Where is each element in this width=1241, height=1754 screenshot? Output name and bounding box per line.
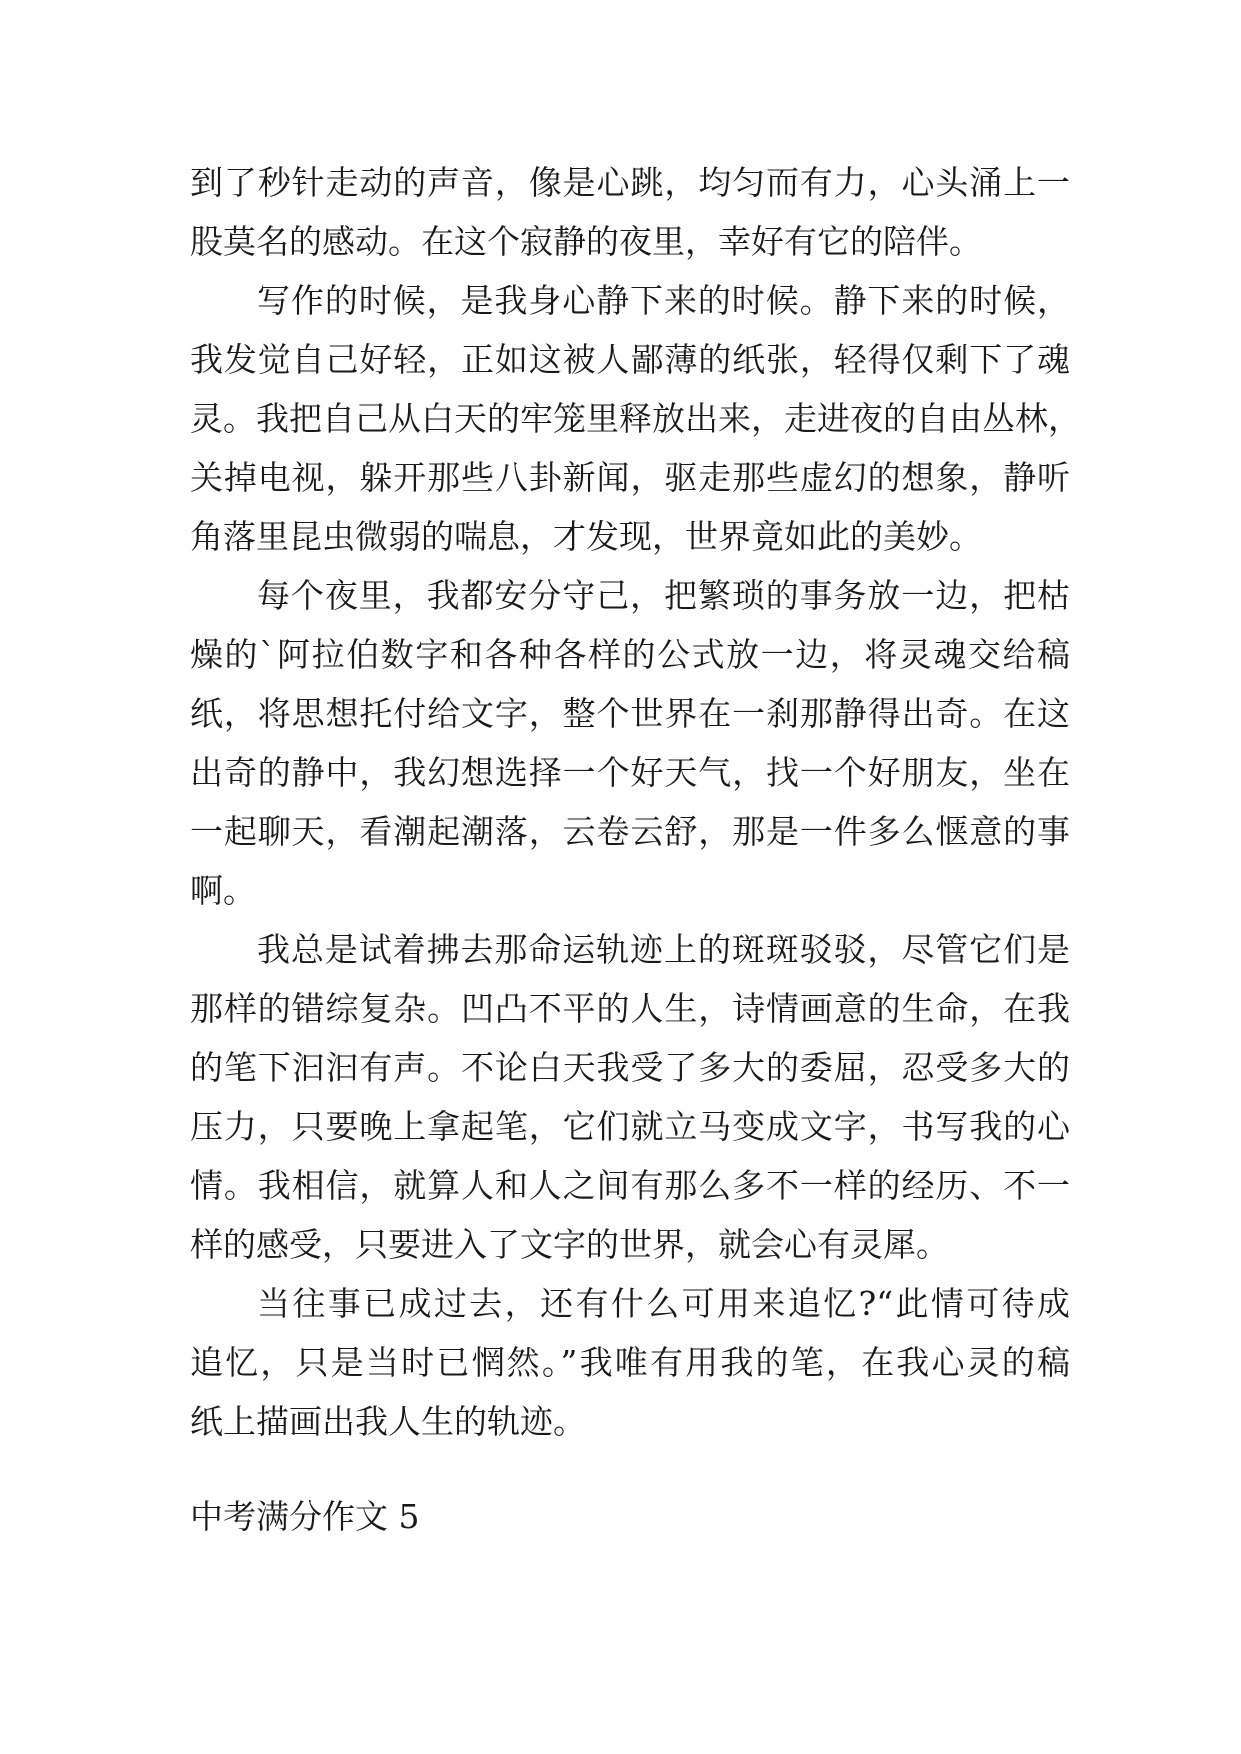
paragraph-5 <box>190 1274 1070 1451</box>
text-line: 我发觉自己好轻，正如这被人鄙薄的纸张，轻得仅剩下了魂 <box>190 340 1070 379</box>
text-line: 燥的`阿拉伯数字和各种各样的公式放一边，将灵魂交给稿 <box>190 635 1070 674</box>
text-line: 角落里昆虫微弱的喘息，才发现，世界竟如此的美妙。 <box>190 517 982 556</box>
text-line: 的笔下汩汩有声。不论白天我受了多大的委屈，忍受多大的 <box>190 1048 1070 1087</box>
text-line: 纸，将思想托付给文字，整个世界在一刹那静得出奇。在这 <box>190 694 1070 733</box>
paragraph-2 <box>190 271 1081 566</box>
text-line: 一起聊天，看潮起潮落，云卷云舒，那是一件多么惬意的事 <box>190 812 1070 851</box>
text-line: 当往事已成过去，还有什么可用来追忆?“此情可待成 <box>257 1284 1070 1323</box>
text-line: 追忆，只是当时已惘然。”我唯有用我的笔，在我心灵的稿 <box>190 1343 1070 1382</box>
text-line: 每个夜里，我都安分守己，把繁琐的事务放一边，把枯 <box>257 576 1070 615</box>
text-line: 灵。我把自己从白天的牢笼里释放出来，走进夜的自由丛林， <box>190 399 1081 438</box>
text-line: 出奇的静中，我幻想选择一个好天气，找一个好朋友，坐在 <box>190 753 1070 792</box>
paragraph-3 <box>190 566 1070 920</box>
paragraph-1 <box>190 153 1070 271</box>
text-line: 到了秒针走动的声音，像是心跳，均匀而有力，心头涌上一 <box>190 163 1070 202</box>
text-line: 压力，只要晚上拿起笔，它们就立马变成文字，书写我的心 <box>190 1107 1070 1146</box>
text-line: 样的感受，只要进入了文字的世界，就会心有灵犀。 <box>190 1225 949 1264</box>
text-line: 情。我相信，就算人和人之间有那么多不一样的经历、不一 <box>190 1166 1070 1205</box>
text-line: 我总是试着拂去那命运轨迹上的斑斑驳驳，尽管它们是 <box>257 930 1070 969</box>
text-line: 纸上描画出我人生的轨迹。 <box>190 1402 586 1441</box>
text-line: 那样的错综复杂。凹凸不平的人生，诗情画意的生命，在我 <box>190 989 1070 1028</box>
paragraph-4 <box>190 920 1070 1274</box>
text-line: 关掉电视，躲开那些八卦新闻，驱走那些虚幻的想象，静听 <box>190 458 1070 497</box>
text-line: 股莫名的感动。在这个寂静的夜里，幸好有它的陪伴。 <box>190 222 982 261</box>
section-heading: 中考满分作文 5 <box>190 1497 420 1536</box>
text-line: 写作的时候，是我身心静下来的时候。静下来的时候， <box>257 281 1070 320</box>
text-line: 啊。 <box>190 871 256 910</box>
essay-body <box>190 153 1081 1451</box>
